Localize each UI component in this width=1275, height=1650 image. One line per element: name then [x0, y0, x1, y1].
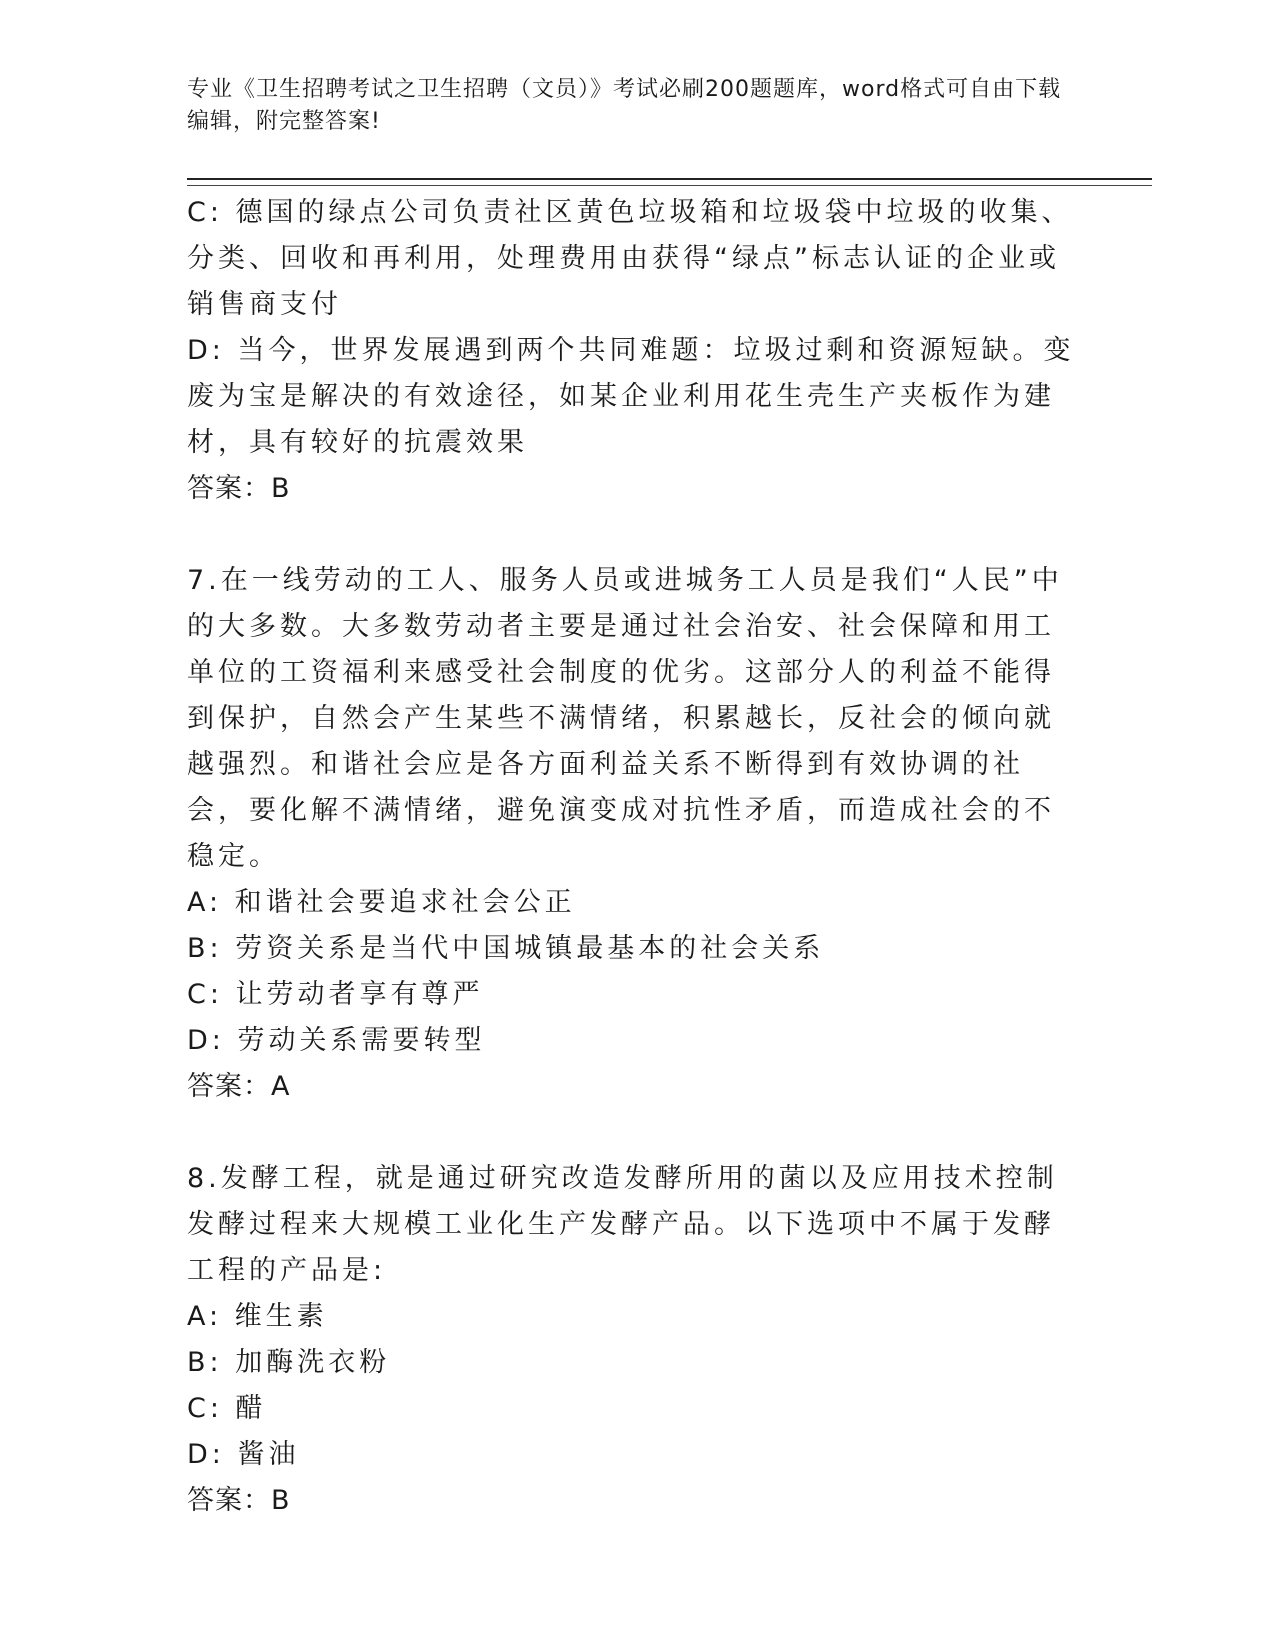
header-divider-thin: [187, 185, 1152, 186]
question-7: [187, 558, 1077, 1110]
option-b: B: 加酶洗衣粉: [187, 1347, 391, 1378]
question-8: [187, 1156, 1077, 1524]
header-divider-thick: [187, 178, 1152, 180]
option-c: C: 德国的绿点公司负责社区黄色垃圾箱和垃圾袋中垃圾的收集、分类、回收和再利用，处理费用由获得“绿点”标志认证的企业或销售商支付: [187, 197, 1073, 320]
option-c: C: 让劳动者享有尊严: [187, 979, 484, 1010]
answer: 答案：B: [187, 473, 291, 504]
option-d: D: 当今，世界发展遇到两个共同难题：垃圾过剩和资源短缺。变废为宝是解决的有效途径，如某企业利用花生壳生产夹板作为建材，具有较好的抗震效果: [187, 335, 1075, 458]
option-b: B: 劳资关系是当代中国城镇最基本的社会关系: [187, 933, 825, 964]
option-a: A: 和谐社会要追求社会公正: [187, 887, 576, 918]
question-stem: 7.在一线劳动的工人、服务人员或进城务工人员是我们“人民”中的大多数。大多数劳动者主要是通过社会治安、社会保障和用工单位的工资福利来感受社会制度的优劣。这部分人的利益不能得到保护，自然会产生某些不满情绪，积累越长，反社会的倾向就越强烈。和谐社会应是各方面利益关系不断得到有效协调的社会，要化解不满情绪，避免演变成对抗性矛盾，而造成社会的不稳定。: [187, 565, 1063, 872]
question-stem: 8.发酵工程，就是通过研究改造发酵所用的菌以及应用技术控制发酵过程来大规模工业化生产发酵产品。以下选项中不属于发酵工程的产品是:: [187, 1163, 1058, 1286]
answer: 答案：B: [187, 1485, 291, 1516]
previous-question-block: [187, 190, 1077, 512]
document-body: [187, 190, 1077, 1524]
option-d: D: 劳动关系需要转型: [187, 1025, 486, 1056]
answer: 答案：A: [187, 1071, 291, 1102]
document-header: 专业《卫生招聘考试之卫生招聘（文员）》考试必刷200题题库，word格式可自由下载编辑，附完整答案!: [187, 77, 1062, 134]
option-c: C: 醋: [187, 1393, 267, 1424]
option-d: D: 酱油: [187, 1439, 300, 1470]
option-a: A: 维生素: [187, 1301, 328, 1332]
